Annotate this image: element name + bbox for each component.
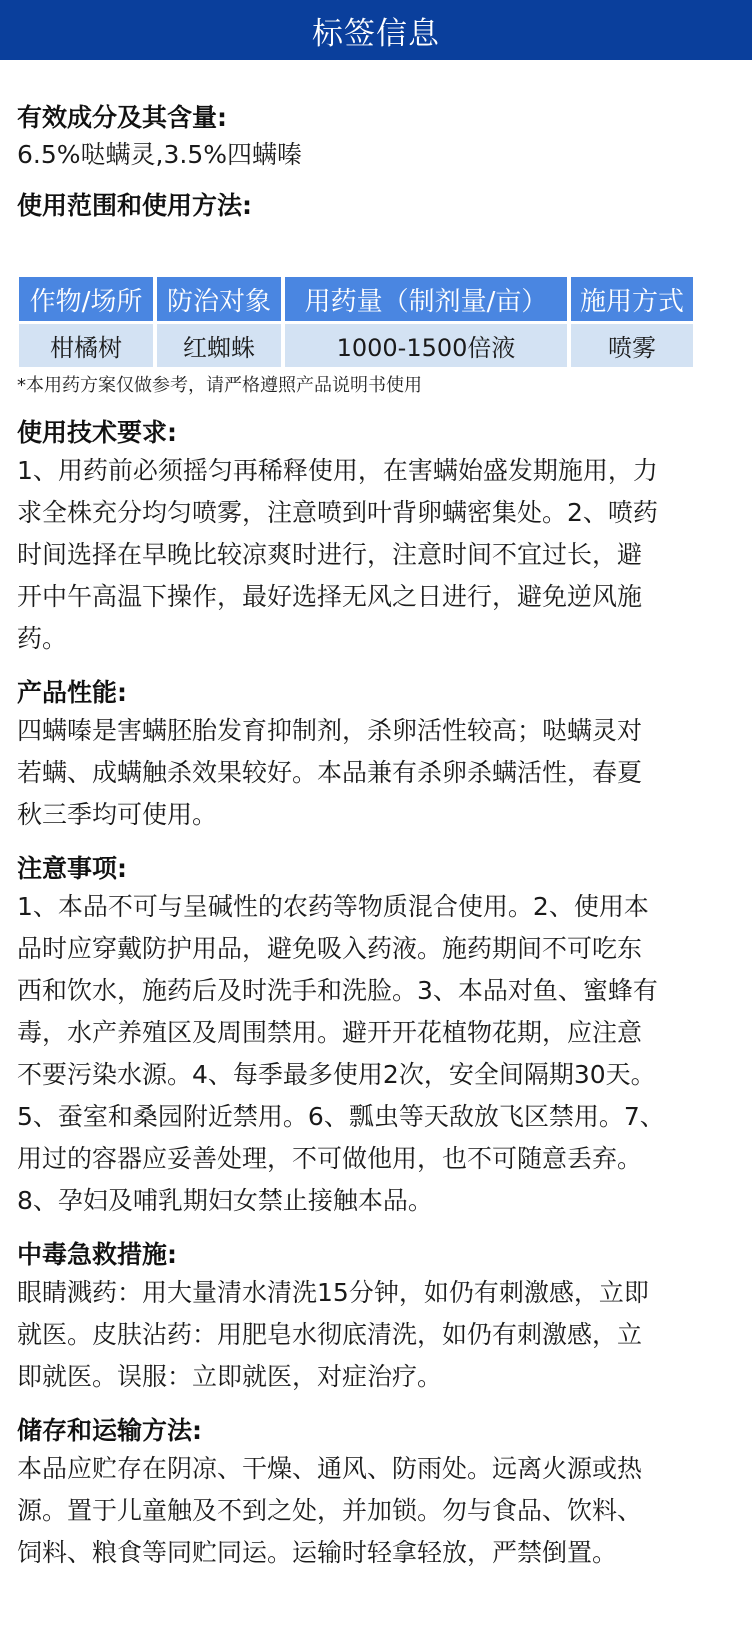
table-cell: 1000-1500倍液	[285, 324, 567, 367]
label-content	[0, 101, 752, 1574]
storage-text	[17, 1448, 734, 1574]
text-line: 即就医。误服：立即就医，对症治疗。	[17, 1362, 443, 1391]
text-line: 品时应穿戴防护用品，避免吸入药液。施药期间不可吃东	[17, 934, 643, 963]
table-cell: 喷雾	[571, 324, 693, 367]
text-line: 8、孕妇及哺乳期妇女禁止接触本品。	[17, 1186, 433, 1215]
text-line: 就医。皮肤沾药：用肥皂水彻底清洗，如仍有刺激感，立	[17, 1320, 643, 1349]
section-title-technique: 使用技术要求:	[17, 418, 177, 447]
technique-text	[17, 450, 734, 660]
section-title-precautions: 注意事项:	[17, 854, 127, 883]
text-line: 1、用药前必须摇匀再稀释使用，在害螨始盛发期施用，力	[17, 456, 658, 485]
section-performance	[17, 676, 734, 836]
section-first-aid	[17, 1238, 734, 1398]
dosage-table	[15, 274, 697, 370]
table-header-cell: 防治对象	[157, 277, 281, 321]
text-line: 药。	[17, 624, 68, 653]
text-line: 用过的容器应妥善处理，不可做他用，也不可随意丢弃。	[17, 1144, 643, 1173]
section-storage	[17, 1414, 734, 1574]
text-line: 5、蚕室和桑园附近禁用。6、瓢虫等天敌放飞区禁用。7、	[17, 1102, 665, 1131]
text-line: 源。置于儿童触及不到之处，并加锁。勿与食品、饮料、	[17, 1496, 643, 1525]
section-title-ingredients: 有效成分及其含量:	[17, 103, 227, 132]
section-title-usage: 使用范围和使用方法:	[17, 191, 252, 220]
table-header-cell: 施用方式	[571, 277, 693, 321]
text-line: 四螨嗪是害螨胚胎发育抑制剂，杀卵活性较高；哒螨灵对	[17, 716, 643, 745]
text-line: 求全株充分均匀喷雾，注意喷到叶背卵螨密集处。2、喷药	[17, 498, 658, 527]
text-line: 西和饮水，施药后及时洗手和洗脸。3、本品对鱼、蜜蜂有	[17, 976, 658, 1005]
text-line: 不要污染水源。4、每季最多使用2次，安全间隔期30天。	[17, 1060, 656, 1089]
section-precautions	[17, 852, 734, 1222]
section-technique	[17, 416, 734, 660]
page-title: 标签信息	[312, 15, 440, 52]
first-aid-text	[17, 1272, 734, 1398]
precautions-text	[17, 886, 734, 1222]
text-line: 秋三季均可使用。	[17, 800, 218, 829]
table-cell: 柑橘树	[19, 324, 153, 367]
text-line: 本品应贮存在阴凉、干燥、通风、防雨处。远离火源或热	[17, 1454, 643, 1483]
header-banner	[0, 0, 752, 60]
dosage-table-wrap	[15, 274, 734, 398]
ingredients-text: 6.5%哒螨灵,3.5%四螨嗪	[17, 140, 302, 169]
section-title-storage: 储存和运输方法:	[17, 1416, 202, 1445]
table-note: *本用药方案仅做参考，请严格遵照产品说明书使用	[17, 375, 422, 396]
table-row	[19, 324, 693, 367]
text-line: 饲料、粮食等同贮同运。运输时轻拿轻放，严禁倒置。	[17, 1538, 618, 1567]
section-usage	[17, 189, 734, 223]
table-header-cell: 作物/场所	[19, 277, 153, 321]
table-header-row	[19, 277, 693, 321]
section-ingredients	[17, 101, 734, 175]
text-line: 时间选择在早晚比较凉爽时进行，注意时间不宜过长，避	[17, 540, 643, 569]
text-line: 1、本品不可与呈碱性的农药等物质混合使用。2、使用本	[17, 892, 649, 921]
performance-text	[17, 710, 734, 836]
table-cell: 红蜘蛛	[157, 324, 281, 367]
table-header-cell: 用药量（制剂量/亩）	[285, 277, 567, 321]
section-title-performance: 产品性能:	[17, 678, 127, 707]
text-line: 开中午高温下操作，最好选择无风之日进行，避免逆风施	[17, 582, 643, 611]
text-line: 毒，水产养殖区及周围禁用。避开开花植物花期，应注意	[17, 1018, 643, 1047]
text-line: 若螨、成螨触杀效果较好。本品兼有杀卵杀螨活性，春夏	[17, 758, 643, 787]
text-line: 眼睛溅药：用大量清水清洗15分钟，如仍有刺激感，立即	[17, 1278, 649, 1307]
section-title-first-aid: 中毒急救措施:	[17, 1240, 177, 1269]
